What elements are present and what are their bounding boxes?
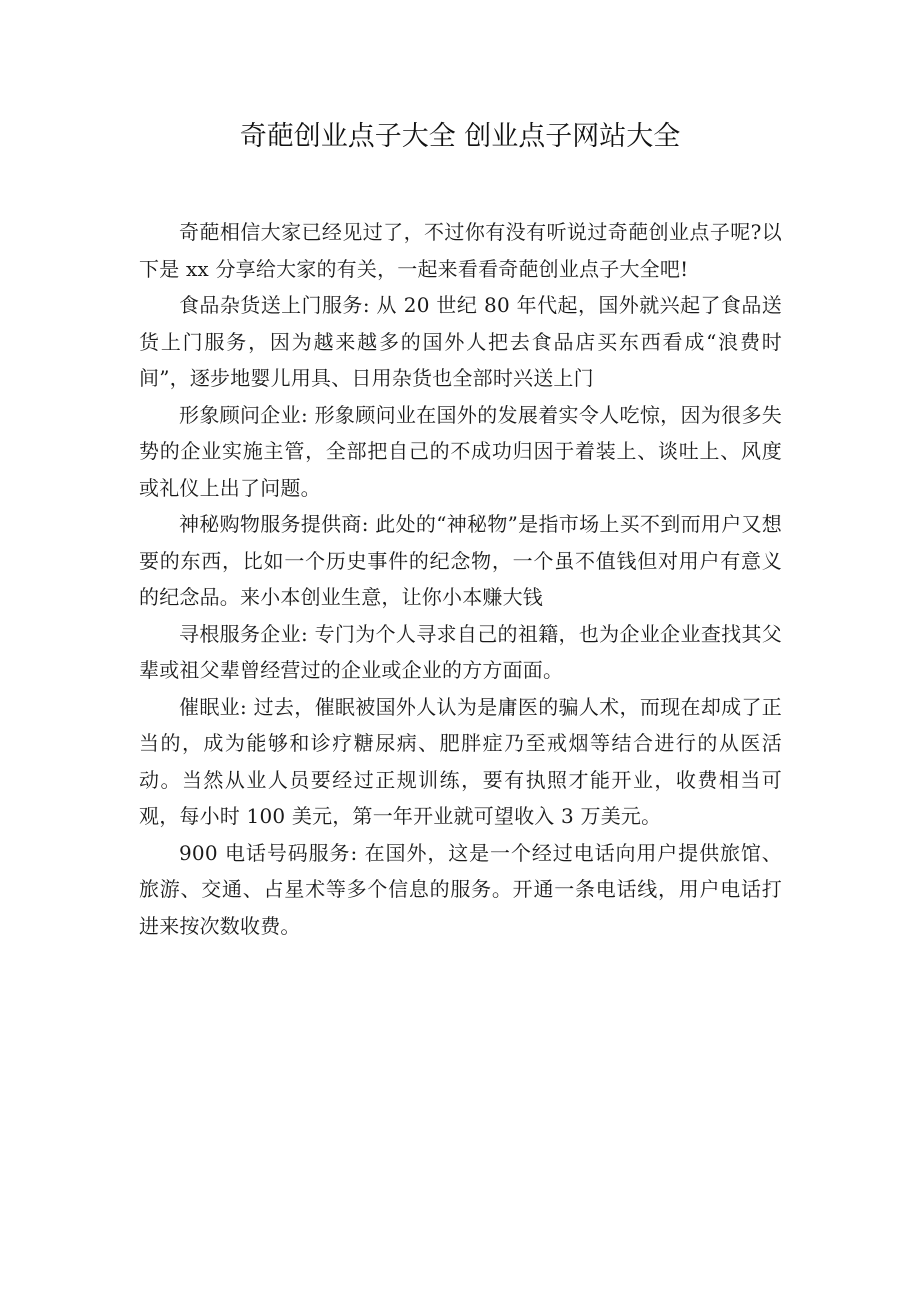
paragraph-genealogy-service: 寻根服务企业: 专门为个人寻求自己的祖籍，也为企业企业查找其父辈或祖父辈曾经营过的企业或企业的方方面面。 xyxy=(139,621,782,682)
paragraph-image-consulting: 形象顾问企业: 形象顾问业在国外的发展着实令人吃惊，因为很多失势的企业实施主管，全部把自己的不成功归因于着装上、谈吐上、风度或礼仪上出了问题。 xyxy=(139,402,782,500)
document-title: 奇葩创业点子大全 创业点子网站大全 xyxy=(239,121,681,152)
paragraph-intro: 奇葩相信大家已经见过了，不过你有没有听说过奇葩创业点子呢?以下是 xx 分享给大家的有关，一起来看看奇葩创业点子大全吧! xyxy=(139,220,782,281)
paragraph-mystery-shopping: 神秘购物服务提供商: 此处的“神秘物”是指市场上买不到而用户又想要的东西，比如一个历史事件的纪念物，一个虽不值钱但对用户有意义的纪念品。来小本创业生意，让你小本赚大钱 xyxy=(139,512,782,609)
paragraph-900-phone-service: 900 电话号码服务: 在国外，这是一个经过电话向用户提供旅馆、旅游、交通、占星术等多个信息的服务。开通一条电话线，用户电话打进来按次数收费。 xyxy=(139,840,782,938)
paragraph-grocery-delivery: 食品杂货送上门服务: 从 20 世纪 80 年代起，国外就兴起了食品送货上门服务，因为越来越多的国外人把去食品店买东西看成“浪费时间”，逐步地婴儿用具、日用杂货也全部时兴送上门 xyxy=(139,293,782,390)
document-body xyxy=(139,214,782,944)
paragraph-hypnosis: 催眠业: 过去，催眠被国外人认为是庸医的骗人术，而现在却成了正当的，成为能够和诊疗糖尿病、肥胖症乃至戒烟等结合进行的从医活动。当然从业人员要经过正规训练，要有执照才能开业，收费相当可观，每小时 100 美元，第一年开业就可望收入 3 万美元。 xyxy=(139,694,782,828)
